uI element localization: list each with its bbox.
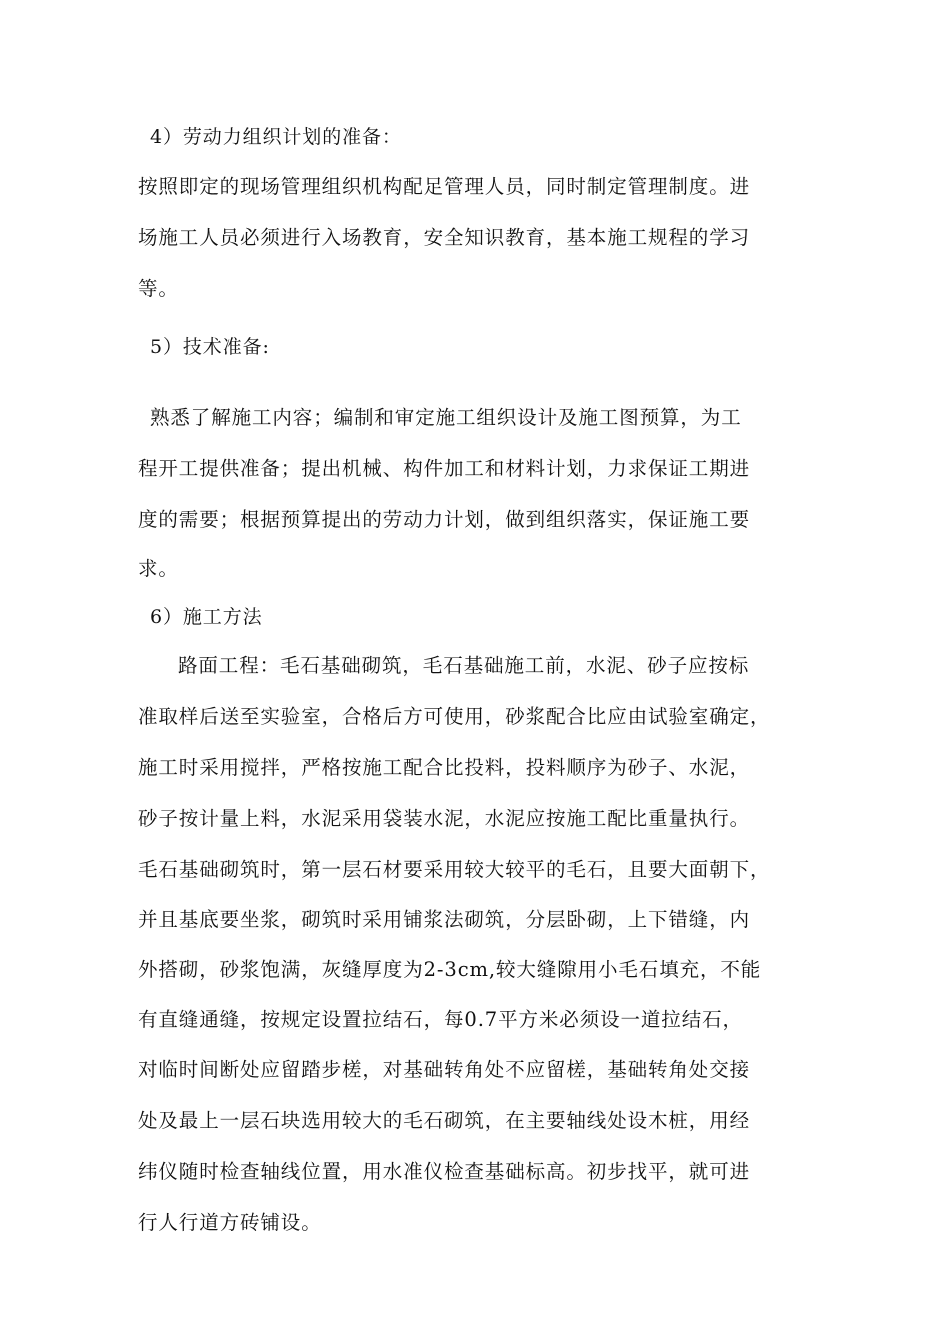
- paragraph-line: 有直缝通缝，按规定设置拉结石，每0.7平方米必须设一道拉结石，: [138, 1008, 743, 1031]
- paragraph-line: 求。: [138, 557, 179, 580]
- paragraph-line: 对临时间断处应留踏步槎，对基础转角处不应留槎，基础转角处交接: [138, 1058, 751, 1081]
- paragraph-line: 并且基底要坐浆，砌筑时采用铺浆法砌筑，分层卧砌，上下错缝，内: [138, 908, 751, 931]
- paragraph-line: 场施工人员必须进行入场教育，安全知识教育，基本施工规程的学习: [138, 226, 751, 249]
- paragraph-line: 熟悉了解施工内容；编制和审定施工组织设计及施工图预算，为工: [150, 406, 742, 429]
- paragraph-line: 程开工提供准备；提出机械、构件加工和材料计划，力求保证工期进: [138, 457, 751, 480]
- paragraph-line: 等。: [138, 277, 179, 300]
- paragraph-line: 毛石基础砌筑时，第一层石材要采用较大较平的毛石，且要大面朝下，: [138, 858, 771, 881]
- paragraph-line: 准取样后送至实验室，合格后方可使用，砂浆配合比应由试验室确定，: [138, 705, 771, 728]
- section-heading-4: 4）劳动力组织计划的准备：: [150, 126, 402, 148]
- paragraph-line: 砂子按计量上料，水泥采用袋装水泥，水泥应按施工配比重量执行。: [138, 807, 751, 830]
- paragraph-line: 处及最上一层石块选用较大的毛石砌筑，在主要轴线处设木桩，用经: [138, 1109, 751, 1132]
- paragraph-line: 纬仪随时检查轴线位置，用水准仪检查基础标高。初步找平，就可进: [138, 1160, 751, 1183]
- section-heading-5: 5）技术准备:: [150, 336, 270, 358]
- section-heading-6: 6）施工方法: [150, 606, 263, 628]
- paragraph-line: 行人行道方砖铺设。: [138, 1211, 322, 1234]
- paragraph-line: 外搭砌，砂浆饱满，灰缝厚度为2-3cm,较大缝隙用小毛石填充，不能: [138, 958, 762, 981]
- paragraph-line: 度的需要；根据预算提出的劳动力计划，做到组织落实，保证施工要: [138, 508, 751, 531]
- paragraph-line: 施工时采用搅拌，严格按施工配合比投料，投料顺序为砂子、水泥，: [138, 756, 751, 779]
- paragraph-line: 按照即定的现场管理组织机构配足管理人员，同时制定管理制度。进: [138, 175, 751, 198]
- paragraph-line: 路面工程：毛石基础砌筑，毛石基础施工前，水泥、砂子应按标: [178, 654, 750, 677]
